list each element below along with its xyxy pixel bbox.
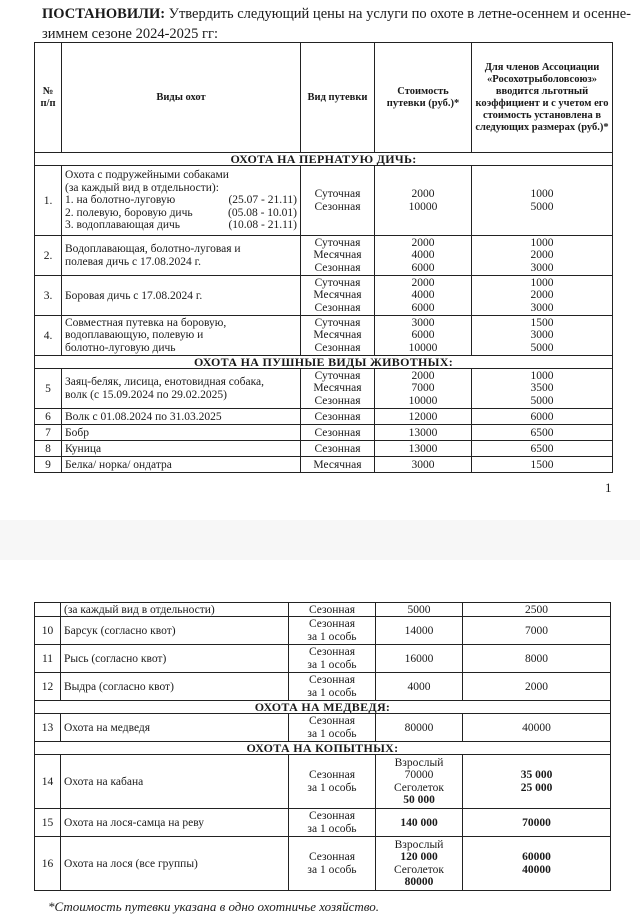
r4-l1: Совместная путевка на боровую, [65, 316, 227, 329]
row-permit [301, 369, 375, 409]
header-types: Виды охот [62, 43, 301, 153]
row-permit: Сезонная [301, 441, 375, 457]
r1-item [65, 207, 297, 220]
table-row [35, 441, 613, 457]
row-num [35, 603, 61, 617]
cost: Взрослый [394, 838, 444, 851]
header-cost: Стоимость путевки (руб.)* [375, 43, 472, 153]
row-cost: 16000 [376, 645, 463, 673]
row-title: Выдра (согласно квот) [61, 673, 289, 701]
intro-text: Утвердить следующий цены на услуги по охоте в летне-осеннем и осенне-зимнем сезоне 2024-2025 гг: [42, 6, 632, 42]
member-cost: 2000 [530, 249, 554, 262]
cost: 2000 [411, 369, 435, 382]
row-title: Бобр [62, 425, 301, 441]
table-row [35, 236, 613, 276]
cost: 2000 [411, 276, 435, 289]
table-row [35, 617, 611, 645]
permit: Суточная [314, 236, 361, 249]
row-num: 8 [35, 441, 62, 457]
table-row [35, 755, 611, 809]
row-cost [375, 166, 472, 236]
section-row [35, 356, 613, 369]
row-num: 9 [35, 457, 62, 473]
cost: Взрослый [394, 756, 444, 769]
row-cost [376, 755, 463, 809]
row-cost: 12000 [375, 409, 472, 425]
section-bear: ОХОТА НА МЕДВЕДЯ: [35, 701, 611, 714]
row-member-cost [472, 276, 613, 316]
cost: 120 000 [400, 851, 438, 863]
permit: за 1 особь [307, 781, 357, 794]
row-num: 1. [35, 166, 62, 236]
row-permit [289, 617, 376, 645]
permit: Суточная [314, 188, 361, 200]
row-cost: 80000 [376, 714, 463, 742]
row-cost: 14000 [376, 617, 463, 645]
cost: 10000 [408, 341, 438, 354]
row-cost: 4000 [376, 673, 463, 701]
intro-paragraph [42, 4, 632, 44]
row-cost: 3000 [375, 457, 472, 473]
row-permit [289, 755, 376, 809]
row-cost: 13000 [375, 425, 472, 441]
row-num: 14 [35, 755, 61, 809]
member-cost: 40000 [522, 863, 551, 876]
cost: 6000 [411, 261, 435, 274]
section-row [35, 701, 611, 714]
table-row [35, 425, 613, 441]
cost: 3000 [411, 316, 435, 329]
row-permit: Сезонная [289, 603, 376, 617]
row-member-cost [463, 755, 611, 809]
page-number: 1 [605, 480, 612, 495]
row-title [62, 236, 301, 276]
member-cost: 1500 [530, 316, 554, 329]
table-row [35, 316, 613, 356]
cost: Сеголеток [394, 781, 444, 794]
row-member-cost: 6000 [472, 409, 613, 425]
row-cost [376, 837, 463, 891]
row-permit [289, 714, 376, 742]
table-row [35, 603, 611, 617]
member-cost: 1000 [530, 369, 554, 382]
permit: Сезонная [314, 200, 361, 213]
permit: Сезонная [309, 646, 355, 658]
row-member-cost: 70000 [463, 809, 611, 837]
permit: Месячная [313, 249, 362, 262]
row-num: 3. [35, 276, 62, 316]
row-num: 7 [35, 425, 62, 441]
row-num: 4. [35, 316, 62, 356]
row-num: 13 [35, 714, 61, 742]
member-cost: 1000 [530, 188, 554, 200]
row-permit: Месячная [301, 457, 375, 473]
r2-l1: Водоплавающая, болотно-луговая и [65, 243, 241, 255]
row-num: 15 [35, 809, 61, 837]
permit: Сезонная [309, 810, 355, 822]
permit: за 1 особь [307, 658, 357, 671]
permit: Сезонная [309, 769, 355, 781]
row-permit [289, 673, 376, 701]
permit: Сезонная [309, 851, 355, 863]
row-permit [301, 316, 375, 356]
row-permit: Сезонная [301, 409, 375, 425]
row-title: Боровая дичь с 17.08.2024 г. [62, 276, 301, 316]
member-cost: 25 000 [520, 781, 553, 794]
permit: за 1 особь [307, 686, 357, 699]
row-permit [289, 837, 376, 891]
member-cost: 3000 [530, 329, 554, 342]
member-cost: 5000 [530, 394, 554, 407]
page-gap [0, 520, 640, 560]
r4-l3: болотно-луговую дичь [65, 341, 176, 354]
row-permit [301, 236, 375, 276]
r1-item [65, 219, 297, 232]
footnote: *Стоимость путевки указана в одно охотничье хозяйство. [48, 899, 379, 914]
row-num: 10 [35, 617, 61, 645]
permit: за 1 особь [307, 822, 357, 835]
cost: 10000 [408, 200, 438, 213]
section-feathered: ОХОТА НА ПЕРНАТУЮ ДИЧЬ: [35, 153, 613, 166]
cost: 2000 [411, 236, 435, 249]
permit: Сезонная [314, 341, 361, 354]
cost: Сеголеток [394, 863, 444, 876]
row-title: Рысь (согласно квот) [61, 645, 289, 673]
row-cost: 5000 [376, 603, 463, 617]
cost: 7000 [411, 382, 435, 395]
row-member-cost [463, 837, 611, 891]
prices-table-page1 [34, 42, 613, 473]
permit: за 1 особь [307, 863, 357, 876]
row-member-cost: 2500 [463, 603, 611, 617]
row-cost [375, 236, 472, 276]
cost: 2000 [411, 188, 435, 200]
cost: 4000 [411, 249, 435, 262]
r1-d3: (10.08 - 21.11) [228, 219, 297, 232]
row-member-cost: 7000 [463, 617, 611, 645]
row-cost [375, 276, 472, 316]
row-num: 16 [35, 837, 61, 891]
r1-i2: 2. полевую, боровую дичь [65, 206, 193, 219]
row-member-cost: 2000 [463, 673, 611, 701]
row-title [62, 369, 301, 409]
cost: 70000 [404, 769, 434, 781]
section-fur: ОХОТА НА ПУШНЫЕ ВИДЫ ЖИВОТНЫХ: [35, 356, 613, 369]
row-member-cost [472, 166, 613, 236]
member-cost: 3000 [530, 301, 554, 314]
row-member-cost [472, 316, 613, 356]
permit: Сезонная [314, 301, 361, 314]
row-permit [301, 276, 375, 316]
cost: 10000 [408, 394, 438, 407]
permit: Месячная [313, 289, 362, 302]
r1-sub: (за каждый вид в отдельности): [65, 181, 219, 194]
row-title: Охота на кабана [61, 755, 289, 809]
table-row [35, 409, 613, 425]
row-num: 6 [35, 409, 62, 425]
row-num: 2. [35, 236, 62, 276]
permit: Сезонная [309, 674, 355, 686]
r2-l2: полевая дичь с 17.08.2024 г. [65, 255, 201, 268]
member-cost: 2000 [530, 289, 554, 302]
cost: 4000 [411, 289, 435, 302]
row-title [62, 316, 301, 356]
member-cost: 3500 [530, 382, 554, 395]
header-members: Для членов Ассоциации «Росохотрыболовсоюз» вводится льготный коэффициент и с учетом его стоимость установлена в следующих размерах (руб.)* [472, 43, 613, 153]
cost: 80000 [404, 876, 434, 888]
row-member-cost [472, 369, 613, 409]
row-title: Барсук (согласно квот) [61, 617, 289, 645]
table-row [35, 457, 613, 473]
member-cost: 1000 [530, 236, 554, 249]
r1-title: Охота с подружейными собаками [65, 169, 229, 182]
r1-d1: (25.07 - 21.11) [228, 194, 297, 207]
row-cost [375, 369, 472, 409]
permit: Суточная [314, 369, 361, 382]
permit: Сезонная [309, 618, 355, 630]
prices-table-page2 [34, 602, 611, 891]
page-2 [0, 560, 640, 918]
row-num: 12 [35, 673, 61, 701]
row-title: Охота на лося (все группы) [61, 837, 289, 891]
header-num: № п/п [35, 43, 62, 153]
row-cost: 140 000 [376, 809, 463, 837]
row-member-cost: 6500 [472, 425, 613, 441]
table-header-row [35, 43, 613, 153]
row-permit: Сезонная [301, 425, 375, 441]
permit: за 1 особь [307, 630, 357, 643]
row-cost [375, 316, 472, 356]
table-row [35, 837, 611, 891]
row-num: 11 [35, 645, 61, 673]
r1-item [65, 194, 297, 207]
row-title: Охота на медведя [61, 714, 289, 742]
row-permit [289, 809, 376, 837]
table-row [35, 714, 611, 742]
permit: Суточная [314, 316, 361, 329]
table-row [35, 645, 611, 673]
section-row [35, 153, 613, 166]
header-permit: Вид путевки [301, 43, 375, 153]
table-row [35, 276, 613, 316]
section-row [35, 742, 611, 755]
r1-d2: (05.08 - 10.01) [228, 206, 297, 219]
row-title: Белка/ норка/ ондатра [62, 457, 301, 473]
cost: 50 000 [403, 794, 435, 806]
row-title [62, 166, 301, 236]
r1-i3: 3. водоплавающая дичь [65, 219, 180, 232]
permit: Суточная [314, 276, 361, 289]
table-row [35, 369, 613, 409]
permit: Месячная [313, 329, 362, 342]
permit: Сезонная [309, 715, 355, 727]
permit: Сезонная [314, 394, 361, 407]
member-cost: 1000 [530, 276, 554, 289]
r5-l1: Заяц-беляк, лисица, енотовидная собака, [65, 376, 265, 388]
permit: Сезонная [314, 261, 361, 274]
row-member-cost: 40000 [463, 714, 611, 742]
row-member-cost [472, 236, 613, 276]
permit: Месячная [313, 382, 362, 395]
section-hoofed: ОХОТА НА КОПЫТНЫХ: [35, 742, 611, 755]
r1-i1: 1. на болотно-луговую [65, 194, 176, 207]
table-row [35, 673, 611, 701]
cost: 6000 [411, 301, 435, 314]
row-member-cost: 1500 [472, 457, 613, 473]
row-cost: 13000 [375, 441, 472, 457]
row-title: (за каждый вид в отдельности) [61, 603, 289, 617]
member-cost: 5000 [530, 341, 554, 354]
row-member-cost: 6500 [472, 441, 613, 457]
table-row [35, 166, 613, 236]
row-num: 5 [35, 369, 62, 409]
member-cost: 5000 [530, 200, 554, 213]
table-row [35, 809, 611, 837]
cost: 6000 [411, 329, 435, 342]
r4-l2: водоплавающую, полевую и [65, 329, 204, 342]
r5-l2: волк (с 15.09.2024 по 29.02.2025) [65, 388, 227, 401]
member-cost: 3000 [530, 261, 554, 274]
permit: за 1 особь [307, 727, 357, 740]
row-permit [301, 166, 375, 236]
row-title: Куница [62, 441, 301, 457]
intro-bold: ПОСТАНОВИЛИ: [42, 6, 166, 22]
row-member-cost: 8000 [463, 645, 611, 673]
member-cost: 35 000 [520, 769, 553, 781]
row-permit [289, 645, 376, 673]
row-title: Охота на лося-самца на реву [61, 809, 289, 837]
row-title: Волк с 01.08.2024 по 31.03.2025 [62, 409, 301, 425]
member-cost: 60000 [522, 851, 551, 863]
